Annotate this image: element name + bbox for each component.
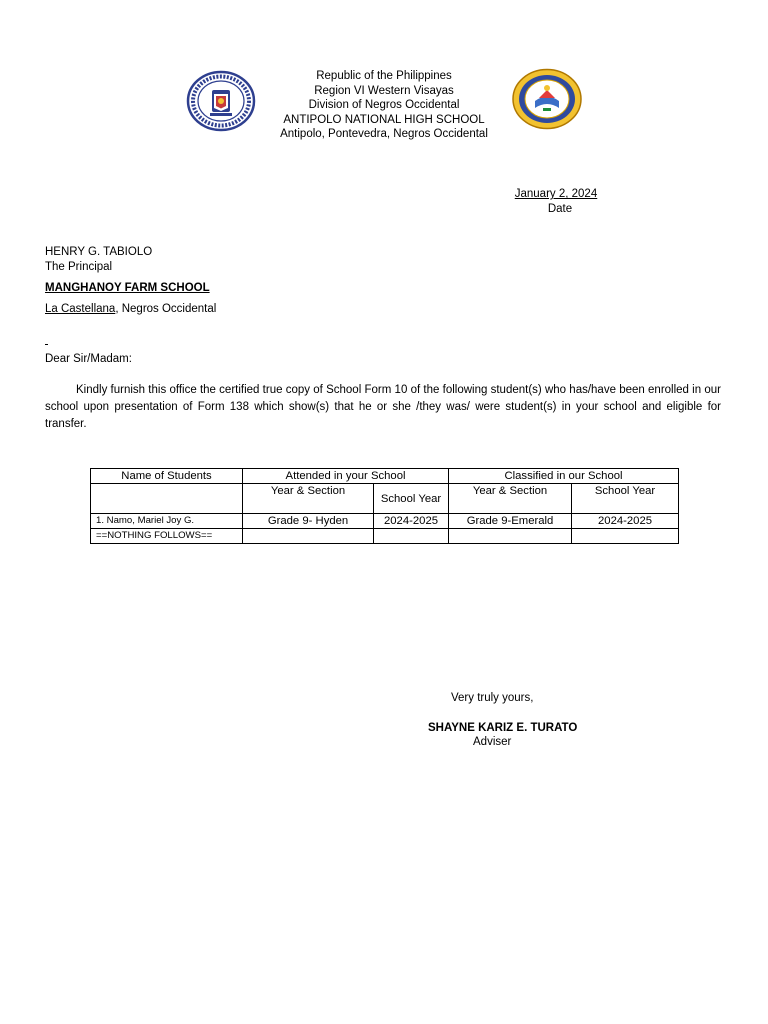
letter-body: Kindly furnish this office the certified true copy of School Form 10 of the following student(s) who has/have been enrolled in our school upon presentation of Form 138 which show(s) that he or she /they was/ were student(s) in your school and eligible for transfer. [45, 384, 721, 430]
letterhead-line: Antipolo, Pontevedra, Negros Occidental [280, 128, 488, 141]
subheader-empty [91, 484, 243, 514]
students-table [90, 468, 679, 544]
empty-cell [572, 529, 679, 544]
recipient-province: , Negros Occidental [115, 303, 217, 315]
header-classified: Classified in our School [449, 469, 679, 484]
subheader-year-section: Year & Section [449, 484, 572, 514]
letterhead [234, 69, 534, 142]
nothing-follows: ==NOTHING FOLLOWS== [91, 529, 243, 544]
empty-cell [374, 529, 449, 544]
student-classified-year: 2024-2025 [572, 514, 679, 529]
empty-cell [449, 529, 572, 544]
salutation [45, 353, 132, 365]
header-attended: Attended in your School [243, 469, 449, 484]
cursor-mark [45, 344, 48, 345]
date-value: January 2, 2024 [514, 188, 598, 200]
student-classified-section: Grade 9-Emerald [449, 514, 572, 529]
letterhead-line: ANTIPOLO NATIONAL HIGH SCHOOL [283, 113, 485, 126]
signer-title: Adviser [473, 736, 512, 748]
subheader-school-year: School Year [572, 484, 679, 514]
recipient-town: La Castellana [45, 303, 116, 315]
date-block [496, 187, 616, 217]
signer-name: SHAYNE KARIZ E. TURATO [428, 722, 578, 734]
salutation-text: Dear Sir/Madam: [45, 353, 132, 365]
table-header-row [91, 469, 679, 484]
student-attended-section: Grade 9- Hyden [243, 514, 374, 529]
closing: Very truly yours, [451, 692, 534, 704]
date-label: Date [547, 203, 573, 215]
student-name: 1. Namo, Mariel Joy G. [91, 514, 243, 529]
table-row [91, 514, 679, 529]
table-subheader-row [91, 484, 679, 514]
empty-cell [243, 529, 374, 544]
recipient-school: MANGHANOY FARM SCHOOL [45, 282, 210, 294]
letterhead-line: Division of Negros Occidental [308, 99, 460, 112]
recipient-address [45, 302, 216, 317]
student-attended-year: 2024-2025 [374, 514, 449, 529]
subheader-year-section: Year & Section [243, 484, 374, 514]
recipient-block [45, 245, 216, 317]
letterhead-line: Region VI Western Visayas [314, 84, 454, 97]
recipient-name: HENRY G. TABIOLO [45, 246, 153, 258]
header-name-of-students: Name of Students [91, 469, 243, 484]
table-footer-row [91, 529, 679, 544]
recipient-position: The Principal [45, 261, 113, 273]
letterhead-line: Republic of the Philippines [316, 70, 452, 82]
subheader-school-year: School Year [374, 484, 449, 514]
